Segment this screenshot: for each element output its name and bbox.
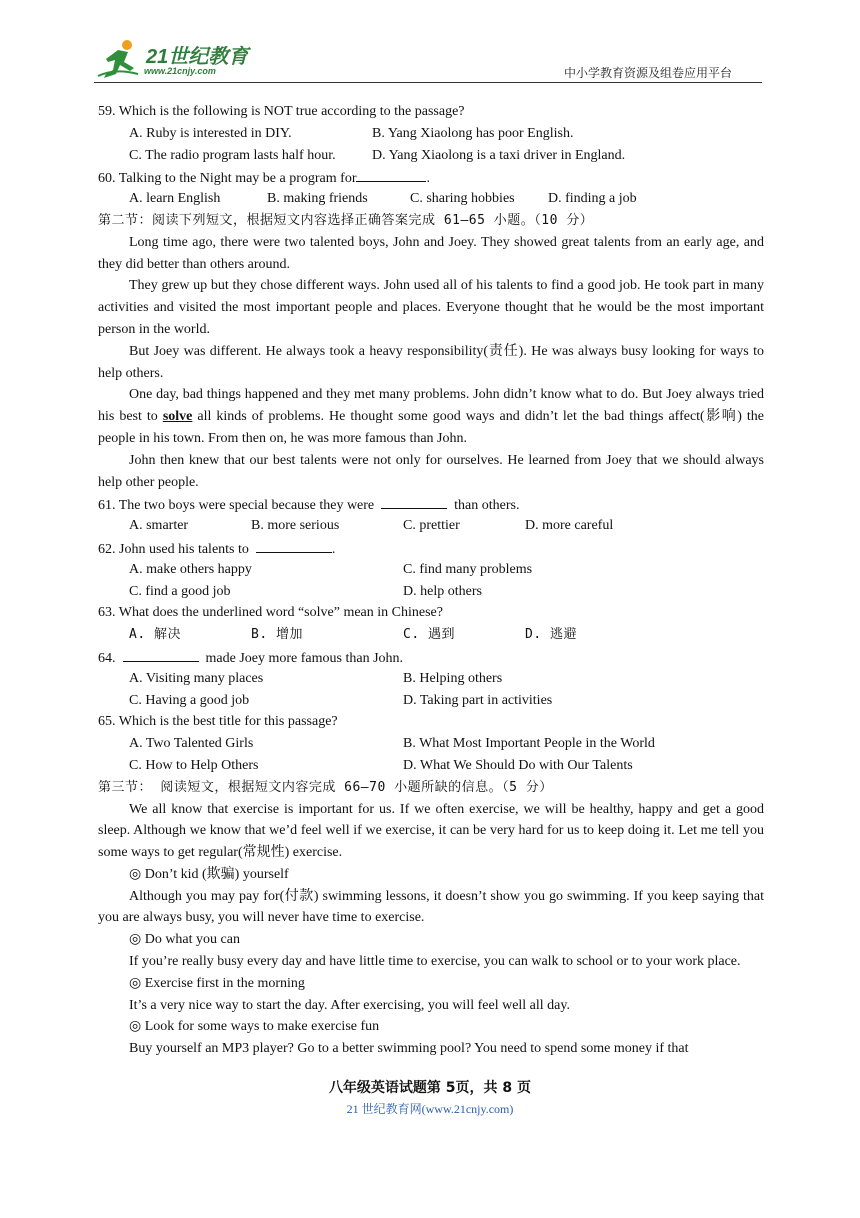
- platform-name: 中小学教育资源及组卷应用平台: [563, 66, 732, 80]
- option-c: C. Having a good job: [129, 692, 250, 708]
- options-row: [98, 755, 764, 777]
- question-64: [98, 646, 764, 668]
- passage-paragraph: Long time ago, there were two talented boys, John and Joey. They showed great talents from an early age, and they did better than others around.: [98, 234, 764, 272]
- question-stem: 63. What does the underlined word “solve” mean in Chinese?: [98, 605, 443, 621]
- logo-url: www.21cnjy.com: [144, 66, 216, 76]
- passage-paragraph: Although you may pay for(付款) swimming lessons, it doesn’t show you go swimming. If you keep saying that you are always busy, you will never have time to exercise.: [98, 888, 764, 926]
- option-a: A. smarter: [129, 518, 189, 534]
- underlined-word: solve: [162, 409, 193, 425]
- option-c: C. 遇到: [403, 627, 455, 643]
- options-row: [98, 690, 764, 712]
- question-stem-end: .: [331, 541, 336, 557]
- question-62: [98, 537, 764, 559]
- logo-text: 21世纪教育: [146, 46, 249, 68]
- option-b: B. making friends: [267, 191, 368, 207]
- runner-logo-icon: [94, 38, 144, 82]
- header-divider: [94, 82, 762, 83]
- option-d: D. more careful: [525, 518, 614, 534]
- section-3-heading: 第三节： 阅读短文，根据短文内容完成 66—70 小题所缺的信息。（5 分）: [98, 779, 553, 795]
- passage-paragraph: If you’re really busy every day and have little time to exercise, you can walk to school or to your work place.: [129, 954, 741, 970]
- passage-subheading: ◎ Don’t kid (欺骗) yourself: [129, 866, 289, 882]
- option-d: D. Taking part in activities: [403, 692, 553, 708]
- options-row: [98, 188, 764, 210]
- answer-blank: [256, 537, 332, 553]
- option-d: D. What We Should Do with Our Talents: [403, 757, 633, 773]
- option-a: A. Two Talented Girls: [129, 736, 254, 752]
- answer-blank: [381, 493, 447, 509]
- page-header: [94, 38, 762, 82]
- options-row: [98, 668, 764, 690]
- passage-subheading: ◎ Do what you can: [129, 932, 240, 948]
- paragraph-text: One day, bad things happened and they met many problems. John didn’t know what to do. But Joey always tried his best to: [98, 387, 764, 425]
- question-stem-end: than others.: [454, 498, 520, 514]
- passage-paragraph: John then knew that our best talents were not only for ourselves. He learned from Joey that we should always help other people.: [98, 452, 764, 490]
- passage-paragraph: We all know that exercise is important for us. If we often exercise, we will be healthy, happy and get a good sleep. Although we know that we’d feel well if we exercise, it can be very hard for us to keep doing it. Let me tell you some ways to get regular(常规性) exercise.: [98, 801, 764, 861]
- options-row: [98, 581, 764, 603]
- option-c: C. How to Help Others: [129, 757, 259, 773]
- question-stem: 61. The two boys were special because they were: [98, 498, 375, 514]
- option-c: C. The radio program lasts half hour.: [129, 147, 336, 163]
- question-60: [98, 166, 764, 188]
- option-d: D. Yang Xiaolong is a taxi driver in England.: [372, 147, 626, 163]
- passage-subheading: ◎ Exercise first in the morning: [129, 975, 305, 991]
- option-a: A. make others happy: [129, 561, 252, 577]
- options-row: [98, 624, 764, 646]
- option-b: B. Helping others: [403, 670, 503, 686]
- option-d: D. finding a job: [548, 191, 637, 207]
- passage-paragraph: But Joey was different. He always took a heavy responsibility(责任). He was always busy looking for ways to help others.: [98, 343, 764, 381]
- section-2-heading: 第二节：阅读下列短文，根据短文内容选择正确答案完成 61—65 小题。（10 分）: [98, 212, 594, 228]
- question-63: [98, 602, 764, 624]
- question-stem-end: .: [426, 171, 430, 187]
- option-d: D. help others: [403, 583, 482, 599]
- options-row: [98, 515, 764, 537]
- option-b: B. more serious: [251, 518, 340, 534]
- question-59: [98, 101, 764, 123]
- passage-subheading: ◎ Look for some ways to make exercise fun: [129, 1019, 380, 1035]
- options-row: [98, 123, 764, 145]
- option-b: B. 增加: [251, 627, 303, 643]
- site-logo[interactable]: [94, 38, 274, 82]
- page-footer-title: 八年级英语试题第 5页，共 8 页: [328, 1080, 532, 1096]
- option-a: A. learn English: [129, 191, 221, 207]
- question-stem: 65. Which is the best title for this passage?: [98, 714, 338, 730]
- question-65: [98, 711, 764, 733]
- option-b: B. What Most Important People in the World: [403, 736, 655, 752]
- options-row: [98, 733, 764, 755]
- options-row: [98, 145, 764, 167]
- option-c: C. sharing hobbies: [410, 191, 515, 207]
- passage-paragraph: They grew up but they chose different ways. John used all of his talents to find a good job. He took part in many activities and visited the most important people and places. Everyone thought that he would be the most important person in the world.: [98, 278, 764, 337]
- option-c: C. find many problems: [403, 561, 533, 577]
- option-b: B. Yang Xiaolong has poor English.: [372, 125, 574, 141]
- question-stem: 62. John used his talents to: [98, 541, 249, 557]
- question-stem: 59. Which is the following is NOT true according to the passage?: [98, 104, 465, 119]
- options-row: [98, 559, 764, 581]
- question-61: [98, 493, 764, 515]
- option-a: A. Visiting many places: [129, 670, 264, 686]
- question-stem: made Joey more famous than John.: [205, 650, 404, 666]
- option-d: D. 逃避: [525, 627, 577, 643]
- option-a: A. 解决: [129, 627, 181, 643]
- answer-blank: [356, 166, 426, 182]
- passage-paragraph: It’s a very nice way to start the day. After exercising, you will feel well all day.: [129, 997, 570, 1013]
- footer-link[interactable]: 21 世纪教育网(www.21cnjy.com): [346, 1102, 514, 1116]
- question-number: 64.: [98, 650, 116, 666]
- passage-paragraph: [98, 384, 764, 449]
- question-stem: 60. Talking to the Night may be a program for: [98, 171, 357, 187]
- exam-content: [98, 101, 764, 1060]
- option-c: C. prettier: [403, 518, 460, 534]
- option-b: C. find a good job: [129, 583, 231, 599]
- passage-paragraph: Buy yourself an MP3 player? Go to a better swimming pool? You need to spend some money if that: [129, 1041, 689, 1057]
- answer-blank: [123, 646, 199, 662]
- paragraph-text: all kinds of problems. He thought some good ways and didn’t let the bad things affect(影响) the people in his town. From then on, he was more famous than John.: [98, 409, 765, 446]
- option-a: A. Ruby is interested in DIY.: [129, 125, 292, 141]
